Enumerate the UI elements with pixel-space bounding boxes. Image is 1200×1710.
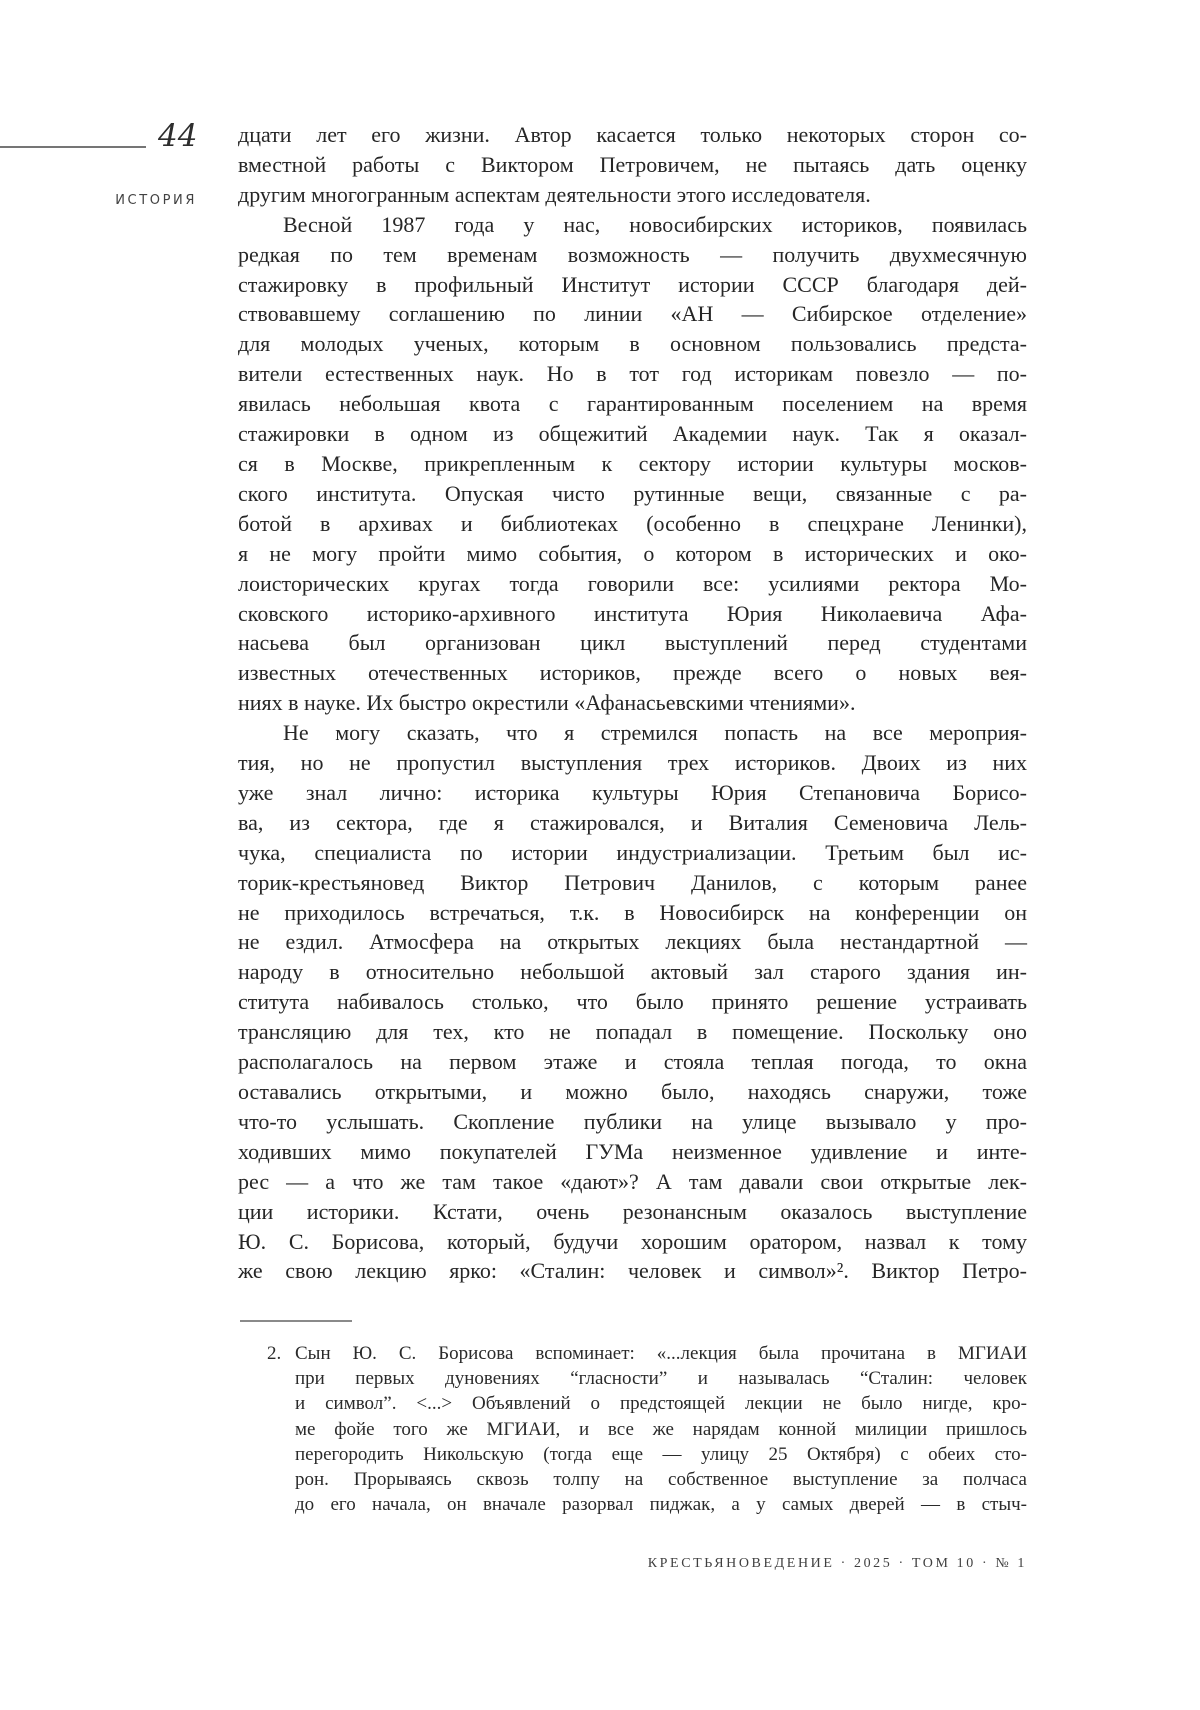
text-line: трансляцию для тех, кто не попадал в помещение. Поскольку оно	[238, 1019, 1027, 1045]
text-line: ся в Москве, прикрепленным к сектору истории культуры москов-	[238, 450, 1027, 476]
header-rule	[0, 146, 146, 148]
page-number: 44	[158, 118, 198, 154]
text-line: оставались открытыми, и можно было, находясь снаружи, тоже	[238, 1079, 1027, 1104]
text-line: чука, специалиста по истории индустриализации. Третьим был ис-	[238, 839, 1027, 865]
text-line: лоисторических кругах тогда говорили все: усилиями ректора Мо-	[238, 570, 1027, 596]
footnote-line: и символ”. <...> Объявлений о предстоящей лекции не было нигде, кро-	[295, 1393, 1027, 1415]
text-line: Не могу сказать, что я стремился попасть на все мероприя-	[283, 720, 1027, 746]
text-line: не приходилось встречаться, т.к. в Новосибирск на конференции он	[238, 899, 1027, 925]
footnote-line: Сын Ю. С. Борисова вспоминает: «...лекция была прочитана в МГИАИ	[295, 1343, 1027, 1364]
footnote-line: ме фойе того же МГИАИ, и все же нарядам конной милиции пришлось	[295, 1418, 1027, 1440]
text-line: Ю. С. Борисова, который, будучи хорошим оратором, назвал к тому	[238, 1228, 1027, 1254]
journal-footer: КРЕСТЬЯНОВЕДЕНИЕ · 2025 · ТОМ 10 · № 1	[647, 1556, 1027, 1571]
text-line: явилась небольшая квота с гарантированным поселением на время	[238, 391, 1027, 417]
text-line: Весной 1987 года у нас, новосибирских историков, появилась	[283, 211, 1027, 237]
text-line: вместной работы с Виктором Петровичем, не пытаясь дать оценку	[238, 151, 1027, 177]
text-line: располагалось на первом этаже и стояла теплая погода, то окна	[238, 1049, 1027, 1075]
text-line: известных отечественных историков, прежде всего о новых вея-	[238, 660, 1027, 686]
text-line: же свою лекцию ярко: «Сталин: человек и символ»². Виктор Петро-	[238, 1258, 1027, 1284]
footnote	[267, 1341, 1027, 1517]
text-line: уже знал лично: историка культуры Юрия Степановича Борисо-	[238, 779, 1027, 805]
footnote-line: рон. Прорываясь сквозь толпу на собственное выступление за полчаса	[295, 1469, 1027, 1491]
text-line: не ездил. Атмосфера на открытых лекциях была нестандартной —	[238, 929, 1027, 955]
text-line: дцати лет его жизни. Автор касается только некоторых сторон со-	[238, 122, 1027, 147]
text-line: что-то услышать. Скопление публики на улице вызывало у про-	[238, 1108, 1027, 1134]
footnote-line: при первых дуновениях “гласности” и называлась “Сталин: человек	[295, 1368, 1027, 1390]
text-line: ститута набивалось столько, что было принято решение устраивать	[238, 989, 1027, 1015]
footnote-line: перегородить Никольскую (тогда еще — улицу 25 Октября) с обеих сто-	[295, 1443, 1027, 1465]
article-body	[238, 120, 1027, 1286]
text-line: ходивших мимо покупателей ГУМа неизменное удивление и инте-	[238, 1138, 1027, 1164]
text-line: сковского историко-архивного института Юрия Николаевича Афа-	[238, 600, 1027, 626]
text-line: редкая по тем временам возможность — получить двухмесячную	[238, 241, 1027, 267]
footnote-rule	[240, 1320, 352, 1322]
text-line: торик-крестьяновед Виктор Петрович Данилов, с которым ранее	[238, 869, 1027, 895]
text-line: ва, из сектора, где я стажировался, и Виталия Семеновича Лель-	[238, 809, 1027, 835]
text-line: для молодых ученых, которым в основном пользовались предста-	[238, 331, 1027, 357]
footnote-number: 2.	[267, 1343, 282, 1364]
text-line: рес — а что же там такое «дают»? А там давали свои открытые лек-	[238, 1168, 1027, 1194]
text-line: ции историки. Кстати, очень резонансным оказалось выступление	[238, 1198, 1027, 1224]
text-line: насьева был организован цикл выступлений перед студентами	[238, 630, 1027, 656]
footnote-text	[295, 1341, 1027, 1517]
text-line: вители естественных наук. Но в тот год историкам повезло — по-	[238, 361, 1027, 387]
text-line: стажировку в профильный Институт истории СССР благодаря дей-	[238, 271, 1027, 297]
text-line: ботой в архивах и библиотеках (особенно в спецхране Ленинки),	[238, 510, 1027, 536]
text-line: другим многогранным аспектам деятельности этого исследователя.	[238, 181, 871, 207]
text-line: я не могу пройти мимо события, о котором в исторических и око-	[238, 540, 1027, 566]
text-line: ниях в науке. Их быстро окрестили «Афанасьевскими чтениями».	[238, 690, 856, 716]
section-label: ИСТОРИЯ	[115, 193, 197, 208]
text-line: ствовавшему соглашению по линии «АН — Сибирское отделение»	[238, 301, 1027, 327]
text-line: ского института. Опуская чисто рутинные вещи, связанные с ра-	[238, 480, 1027, 506]
text-line: стажировки в одном из общежитий Академии наук. Так я оказал-	[238, 421, 1027, 447]
text-line: народу в относительно небольшой актовый зал старого здания ин-	[238, 959, 1027, 985]
footnote-line: до его начала, он вначале разорвал пиджак, а у самых дверей — в стыч-	[295, 1494, 1027, 1516]
text-line: тия, но не пропустил выступления трех историков. Двоих из них	[238, 750, 1027, 776]
